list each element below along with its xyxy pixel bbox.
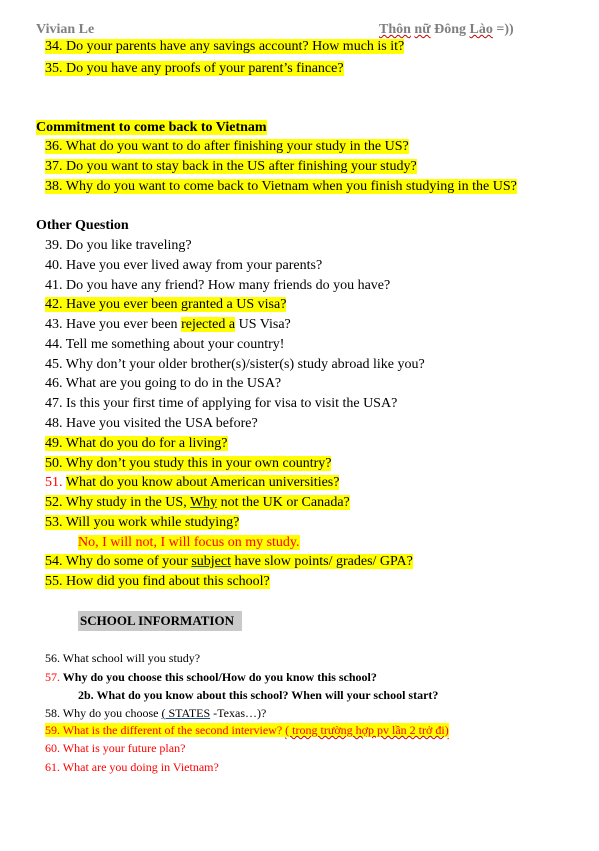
question-item xyxy=(45,395,397,412)
question-text: How did you find about this school? xyxy=(66,574,270,589)
answer-text: No, I will not, I will focus on my study. xyxy=(78,535,300,550)
question-text: Why do you choose this school/How do you know this school? xyxy=(62,670,377,684)
question-number: 40. xyxy=(45,258,63,273)
header-nickname xyxy=(379,22,514,38)
highlighted-phrase: rejected a xyxy=(181,317,236,332)
question-item xyxy=(45,60,344,77)
question-number: 54. xyxy=(45,554,63,569)
question-item xyxy=(45,138,409,155)
question-number: 57. xyxy=(45,670,60,684)
header-author: Vivian Le xyxy=(36,22,95,37)
question-text: What is your future plan? xyxy=(62,741,186,755)
question-number: 36. xyxy=(45,139,63,154)
question-item: 43. Have you ever been rejected a US Visa? xyxy=(45,317,291,332)
question-text: What do you know about American universities? xyxy=(65,475,340,490)
question-item xyxy=(45,650,200,667)
question-number: 45. xyxy=(45,357,63,372)
question-item xyxy=(45,415,258,432)
question-number: 42. xyxy=(45,297,63,312)
question-text: Is this your first time of applying for visa to visit the USA? xyxy=(66,396,398,411)
question-item xyxy=(45,277,390,294)
question-number: 48. xyxy=(45,416,63,431)
question-number: 56. xyxy=(45,651,60,665)
question-text: Why do you want to come back to Vietnam when you finish studying in the US? xyxy=(65,179,517,194)
question-number: 38. xyxy=(45,179,63,194)
question-number: 35. xyxy=(45,61,63,76)
question-text: Why don’t you study this in your own country? xyxy=(65,456,332,471)
question-number: 58. xyxy=(45,706,60,720)
question-text: Have you ever been xyxy=(66,317,182,332)
question-number: 37. xyxy=(45,159,63,174)
question-text: What do you do for a living? xyxy=(65,436,228,451)
section-heading-commitment: Commitment to come back to Vietnam xyxy=(36,120,267,135)
question-item xyxy=(45,356,425,373)
question-number: 50. xyxy=(45,456,63,471)
header-word: Lào xyxy=(469,22,493,37)
question-text: Why don’t your older brother(s)/sister(s) study abroad like you? xyxy=(65,357,425,372)
question-number: 43. xyxy=(45,317,63,332)
question-text: Do you like traveling? xyxy=(66,238,192,253)
question-item: 52. Why study in the US, Why not the UK or Canada? xyxy=(45,495,350,510)
question-text: Do you want to stay back in the US after finishing your study? xyxy=(66,159,417,174)
question-text: 2b. What do you know about this school? When will your school start? xyxy=(78,688,439,702)
section-heading-school: SCHOOL INFORMATION xyxy=(78,611,242,631)
question-text: Have you ever been granted a US visa? xyxy=(66,297,287,312)
question-item xyxy=(45,296,286,313)
question-item xyxy=(45,669,377,686)
question-text: Do you have any proofs of your parent’s finance? xyxy=(66,61,344,76)
question-number: 52. xyxy=(45,495,63,510)
question-text: What are you doing in Vietnam? xyxy=(62,760,219,774)
question-number: 44. xyxy=(45,337,63,352)
question-item xyxy=(45,740,185,757)
question-number: 53. xyxy=(45,515,63,530)
question-item xyxy=(45,474,339,491)
header-word: Đông xyxy=(434,22,467,37)
question-item xyxy=(45,514,239,531)
header-word: Thôn xyxy=(379,22,411,37)
question-item xyxy=(45,759,219,776)
question-item xyxy=(45,178,517,195)
question-number: 41. xyxy=(45,278,63,293)
question-number: 49. xyxy=(45,436,63,451)
question-item xyxy=(45,158,417,175)
question-item: 58. Why do you choose ( STATES -Texas…)? xyxy=(45,706,267,720)
question-item: 54. Why do some of your subject have slow points/ grades/ GPA? xyxy=(45,554,413,569)
question-item xyxy=(45,455,331,472)
question-item xyxy=(45,375,281,392)
question-number: 61. xyxy=(45,760,60,774)
question-text: Do you have any friend? How many friends do you have? xyxy=(66,278,391,293)
question-text: What are you going to do in the USA? xyxy=(65,376,282,391)
question-number: 39. xyxy=(45,238,63,253)
question-number: 47. xyxy=(45,396,63,411)
section-heading-other: Other Question xyxy=(36,218,129,233)
question-number: 34. xyxy=(45,39,63,54)
question-text: What school will you study? xyxy=(62,651,201,665)
question-text: Have you ever lived away from your parents? xyxy=(66,258,323,273)
question-item xyxy=(45,257,322,274)
question-text: Do your parents have any savings account? How much is it? xyxy=(66,39,405,54)
question-text: Have you visited the USA before? xyxy=(66,416,258,431)
question-item: 59. What is the different of the second interview? ( trong trường hợp pv lần 2 trở đi) xyxy=(45,723,449,737)
question-item xyxy=(45,38,404,55)
question-number: 51. xyxy=(45,475,63,490)
question-item xyxy=(45,435,228,452)
header-word: nữ xyxy=(414,22,431,37)
question-number: 46. xyxy=(45,376,63,391)
question-item xyxy=(45,573,270,590)
question-text: Will you work while studying? xyxy=(65,515,240,530)
question-text: Tell me something about your country! xyxy=(65,337,285,352)
question-item xyxy=(45,237,192,254)
question-number: 60. xyxy=(45,741,60,755)
question-text: What do you want to do after finishing your study in the US? xyxy=(65,139,409,154)
header-word: =)) xyxy=(496,22,514,37)
question-number: 55. xyxy=(45,574,63,589)
question-number: 59. xyxy=(45,723,60,737)
question-item xyxy=(45,336,284,353)
question-item xyxy=(78,687,438,704)
